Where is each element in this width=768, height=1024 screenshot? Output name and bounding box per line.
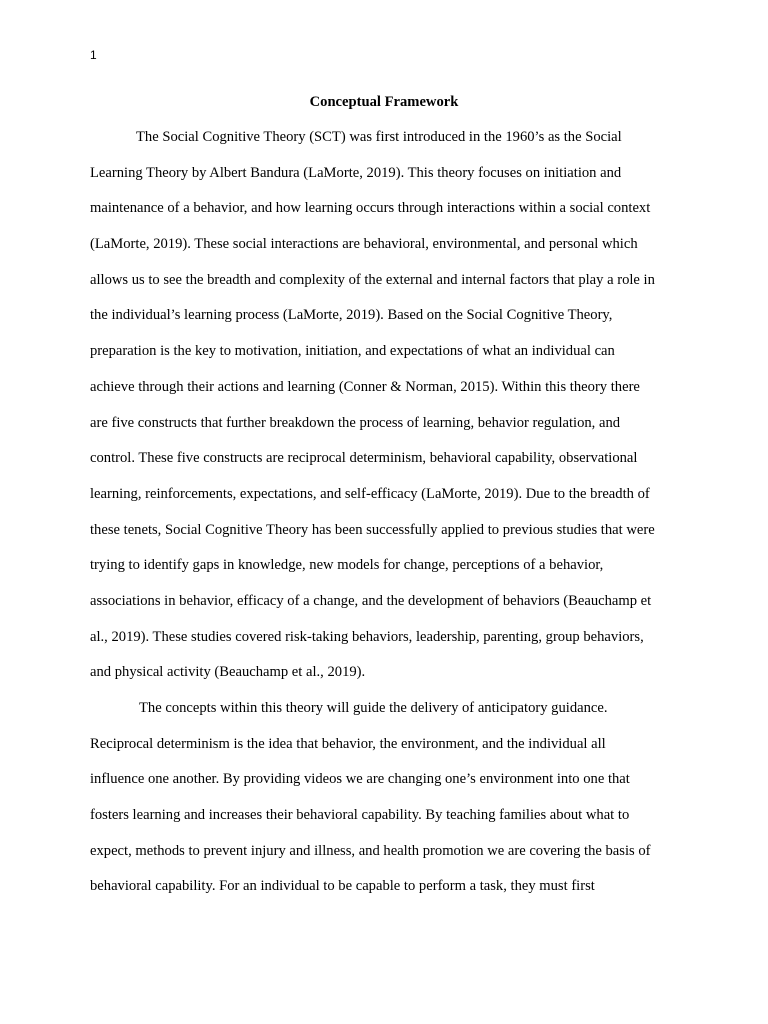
paragraph-2-line: Reciprocal determinism is the idea that behavior, the environment, and the individual all: [90, 735, 606, 752]
paragraph-1-line: the individual’s learning process (LaMorte, 2019). Based on the Social Cognitive Theory,: [90, 307, 613, 324]
paragraph-2-line: influence one another. By providing videos we are changing one’s environment into one that: [90, 771, 630, 788]
paragraph-1-line: maintenance of a behavior, and how learning occurs through interactions within a social context: [90, 200, 651, 217]
paragraph-1-line: are five constructs that further breakdown the process of learning, behavior regulation, and: [90, 414, 621, 431]
paragraph-1-line: allows us to see the breadth and complexity of the external and internal factors that play a role in: [90, 271, 655, 288]
paragraph-1-line: associations in behavior, efficacy of a change, and the development of behaviors (Beauchamp et: [90, 592, 652, 609]
paragraph-1-line: control. These five constructs are reciprocal determinism, behavioral capability, observational: [90, 450, 638, 467]
paragraph-1-line: al., 2019). These studies covered risk-taking behaviors, leadership, parenting, group behaviors,: [90, 628, 644, 645]
document-title: Conceptual Framework: [309, 94, 459, 110]
paragraph-1-line: trying to identify gaps in knowledge, new models for change, perceptions of a behavior,: [90, 557, 604, 574]
paragraph-1-line: and physical activity (Beauchamp et al., 2019).: [90, 664, 366, 681]
paragraph-2-line: behavioral capability. For an individual to be capable to perform a task, they must first: [90, 878, 595, 895]
paragraph-1-line: learning, reinforcements, expectations, and self-efficacy (LaMorte, 2019). Due to the breadth of: [90, 485, 650, 502]
paragraph-1-line: achieve through their actions and learning (Conner & Norman, 2015). Within this theory there: [90, 378, 640, 395]
paragraph-1-line: The Social Cognitive Theory (SCT) was first introduced in the 1960’s as the Social: [136, 129, 622, 145]
paragraph-2-line: The concepts within this theory will guide the delivery of anticipatory guidance.: [139, 700, 608, 716]
paragraph-1-line: these tenets, Social Cognitive Theory has been successfully applied to previous studies that were: [90, 521, 655, 538]
paragraph-1-line: (LaMorte, 2019). These social interactions are behavioral, environmental, and personal which: [90, 236, 638, 253]
paragraph-2-line: expect, methods to prevent injury and illness, and health promotion we are covering the basis of: [90, 842, 651, 859]
paragraph-1-line: preparation is the key to motivation, initiation, and expectations of what an individual can: [90, 343, 615, 360]
page-number: 1: [90, 48, 97, 62]
paragraph-2-line: fosters learning and increases their behavioral capability. By teaching families about what to: [90, 807, 630, 824]
paragraph-1-line: Learning Theory by Albert Bandura (LaMorte, 2019). This theory focuses on initiation and: [90, 164, 622, 181]
document-body: [90, 120, 690, 905]
